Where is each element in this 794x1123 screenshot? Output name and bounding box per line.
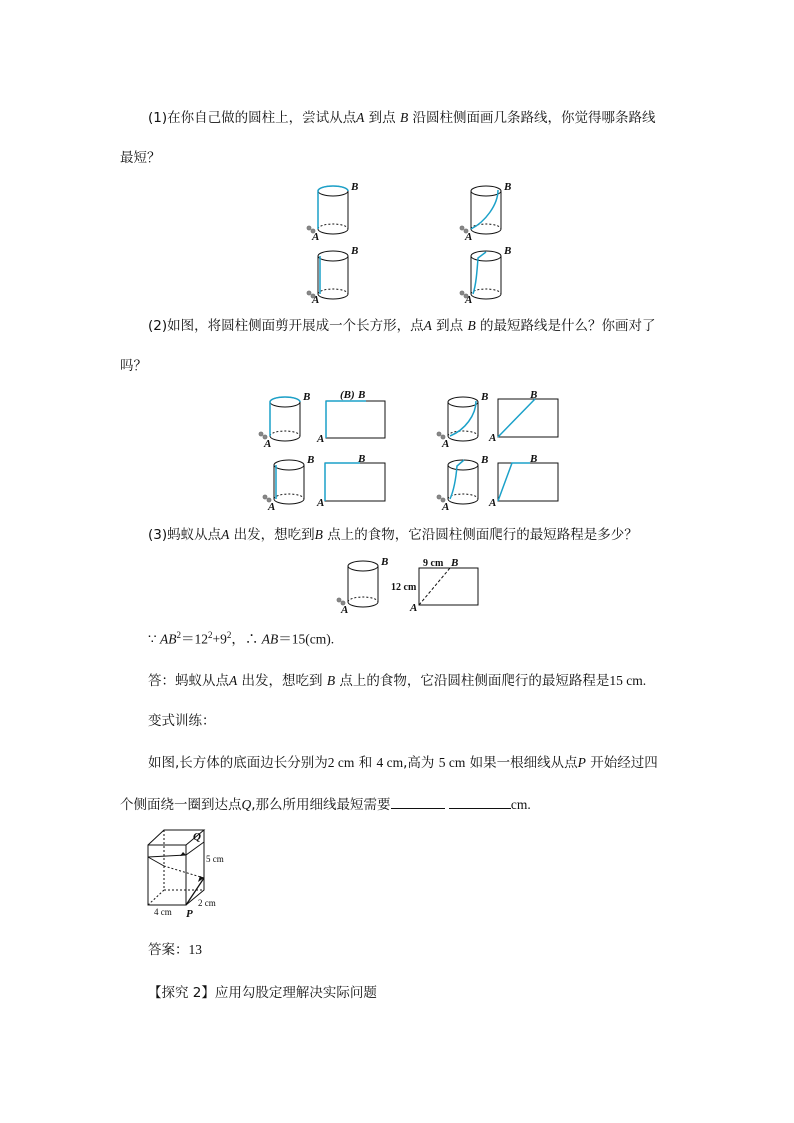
variant-heading: 变式训练： [148, 713, 216, 729]
svg-text:A: A [410, 602, 418, 614]
q3-point-a: A [221, 527, 230, 542]
label-b: B [351, 245, 359, 257]
svg-text:B: B [358, 389, 366, 401]
answer2-line: 答案：13 [148, 942, 202, 958]
svg-text:12 cm: 12 cm [391, 582, 417, 593]
formula-line: ∵ $AB^2=12^2+9^2$，∴ AB＝15(cm). [148, 630, 335, 647]
svg-text:A: A [317, 433, 325, 445]
label-a: A [312, 231, 320, 243]
svg-text:B: B [381, 556, 389, 568]
svg-text:A: A [341, 604, 349, 616]
label-b: B [351, 181, 359, 193]
q1-point-a: A [356, 110, 365, 125]
q1-text-a: (1)在你自己做的圆柱上，尝试从点 [148, 110, 357, 126]
q3-text-c: 点上的食物，它沿圆柱侧面爬行的最短路程是多少？ [327, 527, 638, 543]
q2-point-b: B [467, 318, 476, 333]
q3-text-a: (3)蚂蚁从点 [148, 527, 222, 543]
variant-line1: 如图,长方体的底面边长分别为2 cm 和 4 cm,高为 5 cm 如果一根细线从点P 开始经过四 [148, 755, 658, 771]
q1-text-c: 沿圆柱侧面画几条路线，你觉得哪条路线 [412, 110, 656, 126]
label-a: A [465, 294, 473, 306]
q1-point-b: B [399, 110, 409, 125]
svg-text:A: A [442, 438, 450, 450]
svg-text:(B): (B) [340, 389, 355, 401]
variant-line2: 个侧面绕一圈到达点Q,那么所用细线最短需要 cm. [120, 797, 531, 813]
q1-line2: 最短？ [120, 150, 161, 166]
answer1-line: 答：蚂蚁从点A 出发，想吃到 B 点上的食物，它沿圆柱侧面爬行的最短路程是15 cm. [148, 673, 647, 689]
q2-text-b: 到点 [436, 318, 464, 334]
svg-text:A: A [264, 438, 272, 450]
svg-text:B: B [358, 453, 366, 465]
label-a: A [465, 231, 473, 243]
explore-heading: 【探究 2】应用勾股定理解决实际问题 [148, 985, 377, 1001]
svg-text:B: B [307, 454, 315, 466]
svg-text:B: B [530, 389, 538, 401]
q2-text-c: 的最短路线是什么？你画对了 [480, 318, 656, 334]
q3-text-b: 出发，想吃到 [233, 527, 315, 543]
svg-text:4 cm: 4 cm [154, 907, 172, 917]
svg-text:B: B [451, 557, 459, 569]
svg-text:B: B [481, 454, 489, 466]
svg-text:9 cm: 9 cm [423, 558, 444, 569]
q2-text-a: (2)如图，将圆柱侧面剪开展成一个长方形，点 [148, 318, 424, 334]
svg-text:B: B [530, 453, 538, 465]
svg-text:2 cm: 2 cm [198, 898, 216, 908]
svg-text:A: A [442, 501, 450, 513]
q3-point-b: B [314, 527, 323, 542]
svg-text:A: A [489, 432, 497, 444]
svg-text:B: B [303, 391, 311, 403]
label-a: A [312, 294, 320, 306]
svg-text:A: A [268, 501, 276, 513]
q1-text-b: 到点 [368, 110, 396, 126]
q2-line2: 吗？ [120, 358, 147, 374]
svg-text:P: P [186, 908, 193, 920]
label-b: B [504, 245, 512, 257]
svg-text:A: A [317, 497, 325, 509]
q2-point-a: A [423, 318, 432, 333]
svg-text:5 cm: 5 cm [206, 854, 224, 864]
svg-text:B: B [481, 391, 489, 403]
label-b: B [504, 181, 512, 193]
svg-text:Q: Q [193, 831, 201, 843]
svg-text:A: A [489, 497, 497, 509]
